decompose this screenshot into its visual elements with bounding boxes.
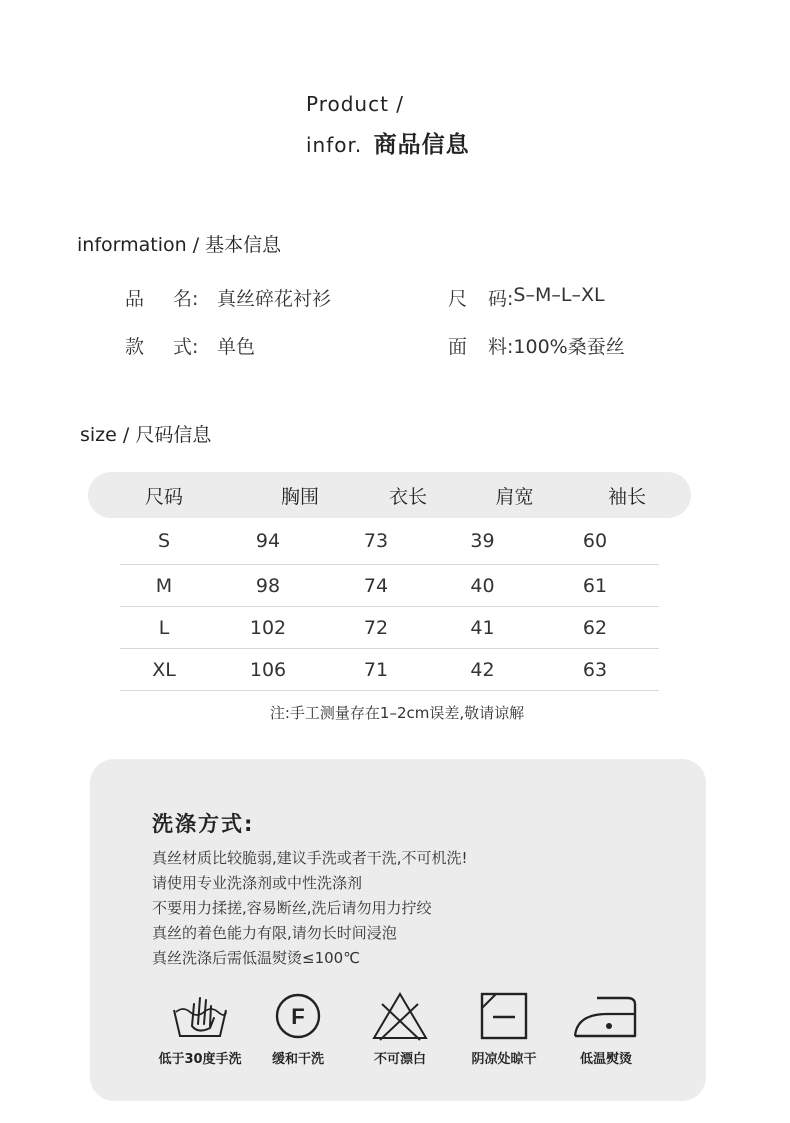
table-cell: 98 bbox=[255, 574, 281, 597]
table-cell: 42 bbox=[470, 658, 495, 681]
info-label: 品 bbox=[125, 288, 145, 310]
table-cell: 61 bbox=[582, 574, 608, 597]
info-value: 单色 bbox=[217, 336, 256, 358]
care-icon-label: 不可漂白 bbox=[373, 1052, 426, 1067]
info-value: 真丝碎花衬衫 bbox=[217, 288, 332, 310]
column-header: 肩宽 bbox=[495, 485, 534, 508]
table-cell: 102 bbox=[249, 616, 287, 639]
table-cell: 71 bbox=[363, 658, 389, 681]
info-field-style bbox=[125, 332, 255, 359]
dry-clean-f-icon bbox=[268, 990, 328, 1042]
info-value: S–M–L–XL bbox=[513, 284, 605, 306]
care-icon-label: 低温熨烫 bbox=[579, 1052, 632, 1067]
shade-dry-icon bbox=[474, 990, 534, 1042]
info-label: 面 bbox=[448, 336, 468, 358]
table-row bbox=[120, 565, 659, 607]
care-title: 洗涤方式: bbox=[152, 812, 255, 836]
table-row bbox=[120, 518, 659, 565]
care-line: 真丝的着色能力有限,请勿长时间浸泡 bbox=[152, 924, 397, 942]
dry-clean-letter: F bbox=[291, 1004, 305, 1029]
title-english: Product / bbox=[306, 92, 405, 116]
info-field-name bbox=[125, 284, 331, 311]
table-cell: 41 bbox=[470, 616, 495, 639]
care-icon-item bbox=[150, 990, 250, 1067]
title-english-suffix: infor. bbox=[306, 133, 363, 157]
title-line bbox=[306, 126, 470, 159]
info-label: 料: bbox=[488, 336, 514, 358]
table-row bbox=[120, 649, 659, 691]
table-cell: M bbox=[155, 574, 173, 597]
care-line: 不要用力揉搓,容易断丝,洗后请勿用力拧绞 bbox=[152, 899, 432, 917]
table-cell: 94 bbox=[255, 530, 281, 552]
info-label: 码: bbox=[488, 288, 514, 310]
column-header: 衣长 bbox=[388, 485, 427, 508]
care-icon-label: 低于30度手洗 bbox=[158, 1052, 242, 1067]
column-header: 尺码 bbox=[144, 485, 183, 508]
info-label: 款 bbox=[125, 336, 145, 358]
info-value: 100%桑蚕丝 bbox=[513, 336, 625, 358]
table-cell: 73 bbox=[363, 530, 389, 552]
table-cell: L bbox=[158, 616, 170, 639]
no-bleach-icon bbox=[370, 990, 430, 1042]
size-table bbox=[88, 472, 691, 691]
care-line: 真丝洗涤后需低温熨烫≤100℃ bbox=[152, 949, 361, 967]
info-label: 尺 bbox=[448, 288, 468, 310]
care-icon-label: 缓和干洗 bbox=[271, 1052, 324, 1067]
column-header: 袖长 bbox=[607, 485, 646, 508]
info-label: 式: bbox=[173, 336, 199, 358]
table-cell: 40 bbox=[470, 574, 495, 597]
measurement-note: 注:手工测量存在1–2cm误差,敬请谅解 bbox=[269, 704, 525, 722]
basic-info-heading: information / 基本信息 bbox=[77, 234, 282, 256]
page-title: 商品信息 bbox=[373, 132, 470, 158]
info-label: 名: bbox=[173, 288, 199, 310]
care-icons bbox=[150, 990, 650, 1070]
table-cell: 39 bbox=[470, 530, 495, 552]
table-cell: XL bbox=[152, 658, 176, 681]
info-field-size bbox=[448, 284, 605, 311]
table-body bbox=[120, 518, 659, 691]
table-cell: 60 bbox=[582, 530, 608, 552]
table-cell: 72 bbox=[363, 616, 389, 639]
size-info-heading: size / 尺码信息 bbox=[80, 424, 212, 446]
care-icon-item bbox=[454, 990, 554, 1067]
table-cell: 62 bbox=[582, 616, 608, 639]
care-icon-label: 阴凉处晾干 bbox=[471, 1052, 537, 1067]
table-cell: 63 bbox=[582, 658, 608, 681]
table-header bbox=[88, 472, 691, 518]
hand-wash-icon bbox=[170, 990, 230, 1042]
table-cell: S bbox=[157, 530, 171, 552]
table-cell: 74 bbox=[363, 574, 389, 597]
care-instructions bbox=[152, 846, 468, 971]
care-icon-item bbox=[556, 990, 656, 1067]
table-cell: 106 bbox=[249, 658, 287, 681]
care-icon-item bbox=[248, 990, 348, 1067]
table-row bbox=[120, 607, 659, 649]
column-header: 胸围 bbox=[280, 485, 319, 508]
info-field-material bbox=[448, 332, 625, 359]
low-iron-icon bbox=[571, 990, 641, 1042]
care-line: 真丝材质比较脆弱,建议手洗或者干洗,不可机洗! bbox=[152, 849, 468, 867]
care-line: 请使用专业洗涤剂或中性洗涤剂 bbox=[152, 874, 363, 892]
care-icon-item bbox=[350, 990, 450, 1067]
